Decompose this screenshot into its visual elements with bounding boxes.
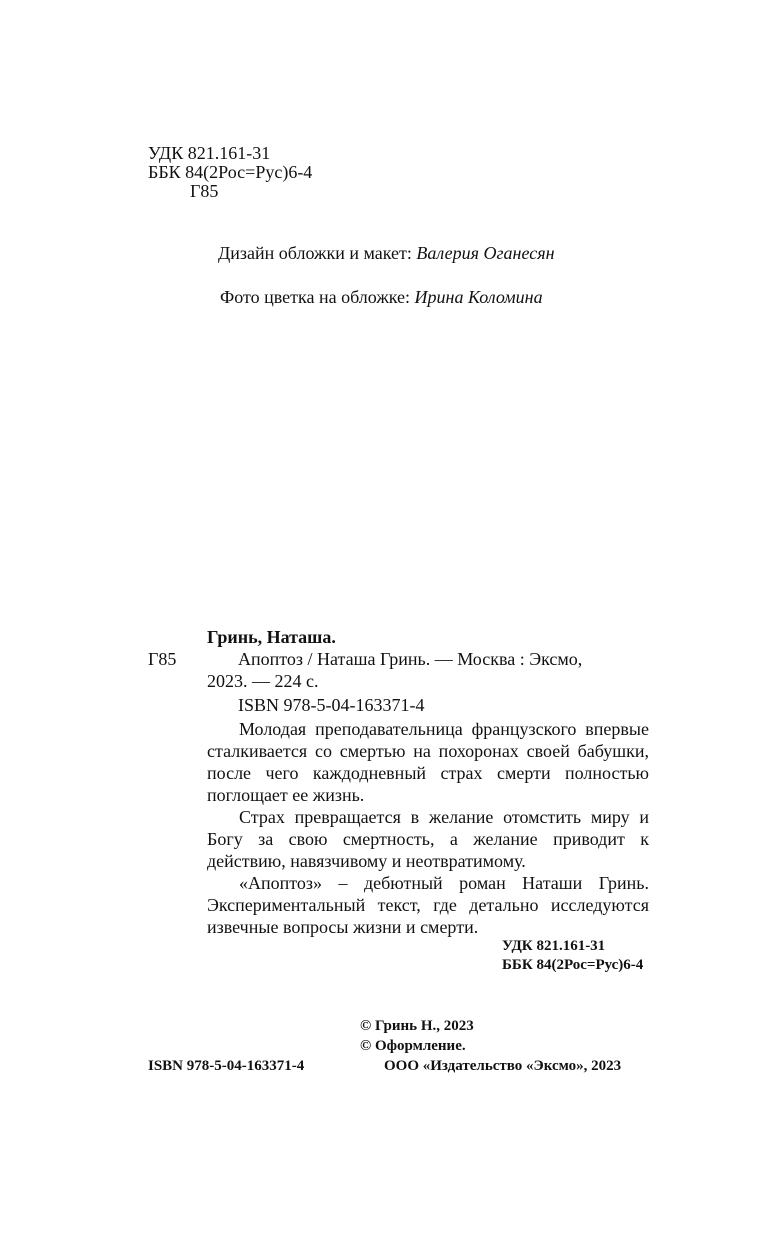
- annotation-paragraph-3: [207, 872, 649, 938]
- catalog-isbn: ISBN 978-5-04-163371-4: [238, 695, 425, 715]
- author-mark: Г85: [190, 181, 219, 201]
- photo-credit-label: Фото цветка на обложке:: [220, 287, 415, 307]
- catalog-author-mark: Г85: [148, 649, 177, 669]
- design-credit-label: Дизайн обложки и макет:: [218, 243, 417, 263]
- annotation-text-3: «Апоптоз» – дебютный роман Наташи Гринь. Экспериментальный текст, где детально исследуются извечные вопросы жизни и смерти.: [207, 873, 649, 937]
- copyright-design: © Оформление.: [360, 1038, 466, 1054]
- annotation-text-1: Молодая преподавательница французского впервые сталкивается со смертью на похоронах своей бабушки, после чего каждодневный страх смерти полностью поглощает ее жизнь.: [207, 719, 649, 805]
- bbk-code: ББК 84(2Рос=Рус)6-4: [148, 162, 313, 182]
- catalog-udk: УДК 821.161-31: [502, 938, 606, 954]
- catalog-author-heading: Гринь, Наташа.: [207, 627, 336, 647]
- annotation-text-2: Страх превращается в желание отомстить миру и Богу за свою смертность, а желание приводит к действию, навязчивому и неотвратимому.: [207, 807, 649, 871]
- copyright-publisher: ООО «Издательство «Эксмо», 2023: [384, 1058, 622, 1074]
- catalog-title-line-1: Апоптоз / Наташа Гринь. — Москва : Эксмо,: [238, 649, 583, 669]
- photo-credit: [220, 286, 543, 308]
- design-credit-name: Валерия Оганесян: [416, 243, 555, 263]
- catalog-bbk: ББК 84(2Рос=Рус)6-4: [502, 957, 644, 973]
- design-credit: [218, 242, 555, 264]
- footer-isbn: ISBN 978-5-04-163371-4: [148, 1058, 305, 1074]
- photo-credit-name: Ирина Коломина: [414, 287, 543, 307]
- udk-code: УДК 821.161-31: [148, 143, 271, 163]
- copyright-author: © Гринь Н., 2023: [360, 1018, 474, 1034]
- annotation-paragraph-1: [207, 718, 649, 806]
- annotation-paragraph-2: [207, 806, 649, 872]
- catalog-title-line-2: 2023. — 224 с.: [207, 671, 319, 691]
